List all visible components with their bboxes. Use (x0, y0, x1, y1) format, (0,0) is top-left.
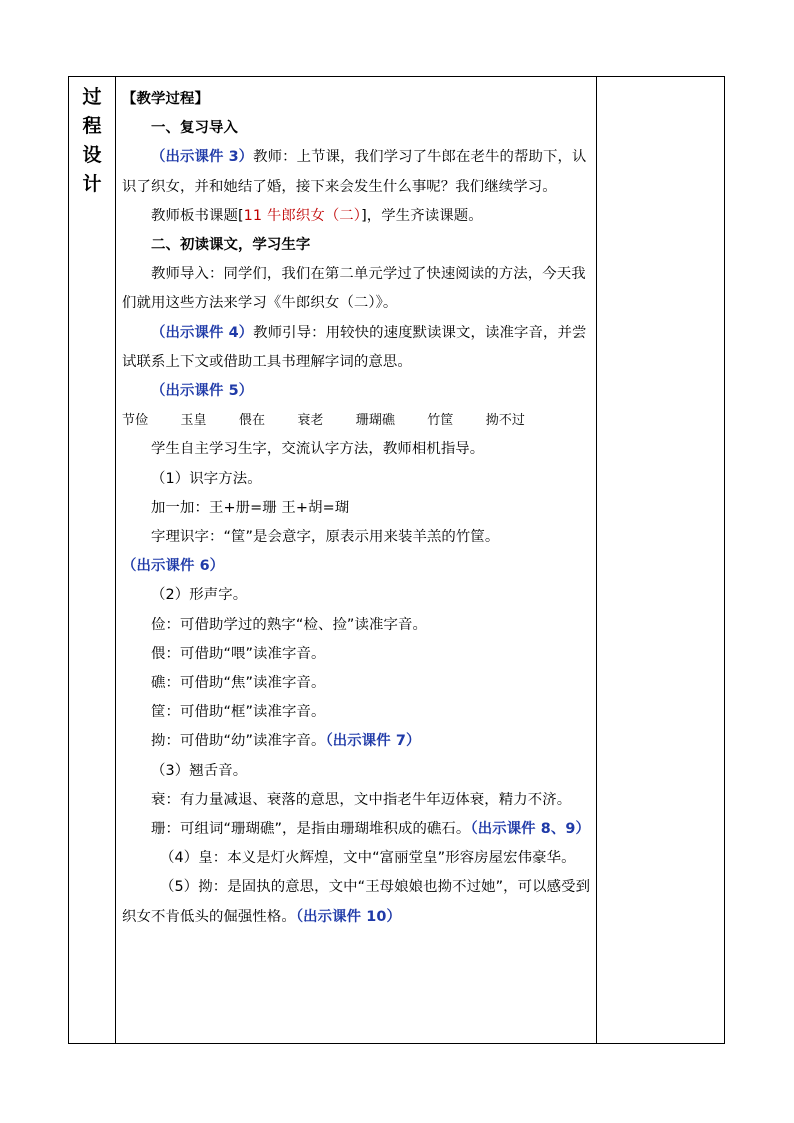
paragraph (122, 873, 592, 931)
paragraph-text: （5）拗：是固执的意思，文中“王母娘娘也拗不过她”，可以感受到织女不肯低头的倔强性格。 (122, 879, 591, 925)
courseware-ref: （出示课件 7） (325, 733, 421, 750)
paragraph: 礁：可借助“焦”读准字音。 (151, 675, 326, 692)
section-heading: 【教学过程】 (122, 91, 209, 107)
courseware-ref: （出示课件 6） (122, 558, 225, 575)
first-reading-title: 二、初读课文，学习生字 (151, 237, 311, 254)
paragraph (122, 143, 592, 201)
vocabulary-word: 偎在 (238, 413, 266, 429)
paragraph-text: 珊：可组词“珊瑚礁”，是指由珊瑚堆积成的礁石。 (151, 821, 471, 838)
paragraph-text: 拗：可借助“幼”读准字音。 (151, 733, 326, 750)
side-label-char: 设 (82, 144, 102, 166)
courseware-ref: （出示课件 3） (151, 149, 254, 166)
vocabulary-word: 衰老 (297, 413, 324, 429)
paragraph-text: 教师引导：用较快的速度默读课文，读准字音，并尝试联系上下文或借助工具书理解字词的意思。 (122, 324, 587, 370)
review-intro-title: 一、复习导入 (151, 120, 238, 137)
paragraph: （3）翘舌音。 (151, 762, 248, 779)
paragraph: 教师导入：同学们，我们在第二单元学过了快速阅读的方法，今天我们就用这些方法来学习《牛郎织女（二）》。 (122, 266, 586, 312)
courseware-ref: （出示课件 4） (151, 324, 254, 341)
paragraph: 偎：可借助“喂”读准字音。 (151, 645, 326, 662)
paragraph (122, 377, 592, 406)
courseware-ref: （出示课件 5） (151, 383, 254, 400)
courseware-ref: （出示课件 8、9） (470, 821, 590, 838)
column-divider-right (596, 77, 597, 1043)
paragraph (122, 815, 592, 844)
courseware-ref: （出示课件 10） (295, 908, 401, 925)
paragraph: 加一加：王+册=珊 王+胡=瑚 (151, 499, 350, 516)
column-divider-left (115, 77, 116, 1043)
paragraph-text: ]，学生齐读课题。 (361, 207, 483, 224)
paragraph: 俭：可借助学过的熟字“检、捡”读准字音。 (151, 616, 427, 633)
paragraph: 筐：可借助“框”读准字音。 (151, 704, 326, 721)
paragraph (122, 319, 592, 377)
paragraph: 学生自主学习生字，交流认字方法，教师相机指导。 (151, 441, 485, 458)
paragraph-text: 教师：上节课，我们学习了牛郎在老牛的帮助下，认识了织女，并和她结了婚，接下来会发生什么事呢？我们继续学习。 (122, 149, 587, 195)
side-label-char: 计 (82, 173, 102, 195)
process-design-label (69, 83, 115, 199)
teaching-process-content (122, 85, 592, 932)
paragraph: （1）识字方法。 (151, 470, 262, 487)
vocabulary-word: 拗不过 (485, 413, 526, 429)
paragraph-text: 字理识字：“筐”是会意字，原表示用来装羊羔的竹筐。 (151, 529, 500, 546)
paragraph (122, 523, 592, 581)
vocabulary-word: 玉皇 (180, 413, 207, 429)
paragraph (122, 727, 592, 756)
vocabulary-list (122, 406, 592, 435)
paragraph: 衰：有力量减退、衰落的意思，文中指老牛年迈体衰，精力不济。 (151, 791, 572, 808)
lesson-title: 11 牛郎织女（二） (243, 207, 362, 224)
paragraph: （4）皇：本义是灯火辉煌，文中“富丽堂皇”形容房屋宏伟豪华。 (160, 850, 576, 867)
paragraph (122, 202, 592, 231)
vocabulary-word: 珊瑚礁 (355, 413, 396, 429)
side-label-char: 过 (82, 86, 102, 108)
paragraph-text: 教师板书课题[ (151, 207, 244, 224)
vocabulary-word: 竹筐 (427, 413, 454, 429)
lesson-table (68, 76, 725, 1044)
paragraph: （2）形声字。 (151, 587, 248, 604)
vocabulary-word: 节俭 (122, 413, 149, 429)
side-label-char: 程 (82, 115, 102, 137)
